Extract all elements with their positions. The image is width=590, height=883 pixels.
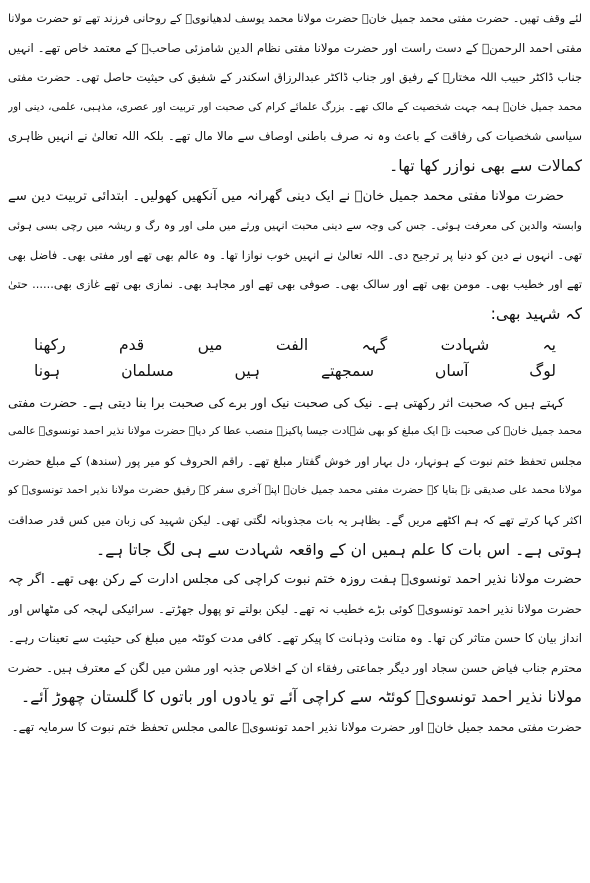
text-line: مولانا نذیر احمد تونسویؒ کوئٹہ سے کراچی آئے تو یادوں اور باتوں کا گلستان چھوڑ آئے۔ xyxy=(20,688,582,707)
text-line: کمالات سے بھی نوازر کھا تھا۔ xyxy=(389,156,582,175)
text-line: حضرت مفتی محمد جمیل خانؒ اور حضرت مولانا نذیر احمد تونسویؒ عالمی مجلس تحفظ ختم نبوت کا سرمایہ تھے۔ xyxy=(11,720,582,735)
verse-word: ہونا xyxy=(34,361,61,380)
paragraph-5 xyxy=(8,713,582,743)
verse-word: مسلمان xyxy=(121,361,174,380)
verse-word: ہیں xyxy=(234,361,261,380)
text-line: سیاسی شخصیات کی رفاقت کے باعث وہ نہ صرف باطنی اوصاف سے مالا مال تھے۔ بلکہ اللہ تعالیٰ نے انہیں ظاہری xyxy=(8,129,582,144)
text-line: مولانا محمد علی صدیقی نے بتایا کہ حضرت مفتی محمد جمیل خانؒ اپنے آخری سفر کے رفیق حضرت مولانا نذیر احمد تونسویؒ کو xyxy=(8,484,582,497)
text-line: انداز بیان کا حسن متاثر کن تھا۔ وہ متانت وذہانت کا پیکر تھے۔ کافی مدت کوئٹہ میں مبلغ کی حیثیت سے تعینات رہے۔ xyxy=(8,631,582,646)
verse-word: قدم xyxy=(118,335,145,354)
text-line: ہوتی ہے۔ اس بات کا علم ہمیں ان کے واقعہ شہادت سے ہی لگ جاتا ہے۔ xyxy=(95,540,582,559)
text-line: محمد جمیل خانؒ کی صحبت نے ایک مبلغ کو بھی شہادت جیسا پاکیزہ منصب عطا کر دیا۔ حضرت مولانا نذیر احمد تونسویؒ عالمی xyxy=(8,425,582,438)
paragraph-4 xyxy=(8,565,582,713)
text-line: مجلس تحفظ ختم نبوت کے ہونہار، دل بہار اور خوش گفتار مبلغ تھے۔ راقم الحروف کو میر پور (سندھ) کے مبلغ حضرت xyxy=(8,453,582,468)
text-line: تھی۔ انہوں نے دین کو دنیا پر ترجیح دی۔ اللہ تعالیٰ نے انہیں خوب نوازا تھا۔ وہ عالم بھی تھے اور مفتی بھی۔ فاضل بھی xyxy=(8,247,582,262)
paragraph-2 xyxy=(8,182,582,330)
paragraph-3 xyxy=(8,388,582,566)
poetry-couplet xyxy=(8,332,582,384)
text-line: لئے وقف تھیں۔ حضرت مفتی محمد جمیل خانؒ حضرت مولانا محمد یوسف لدھیانویؒ کے روحانی فرزند تھے تو حضرت مولانا xyxy=(8,12,582,25)
text-line: کہ شہید بھی: xyxy=(490,304,582,323)
text-line: حضرت مولانا مفتی محمد جمیل خانؒ نے ایک دینی گھرانہ میں آنکھیں کھولیں۔ ابتدائی تربیت دین سے xyxy=(8,188,564,204)
text-line: اکثر کہا کرتے تھے کہ ہم اکٹھے مریں گے۔ بظاہر یہ بات مجذوبانہ لگتی تھی۔ لیکن شہید کی زبان میں کس قدر صداقت xyxy=(8,512,582,527)
verse-line-1 xyxy=(34,332,556,358)
verse-word: لوگ xyxy=(529,361,556,380)
text-line: مفتی احمد الرحمنؒ کے دست راست اور حضرت مولانا مفتی نظام الدین شامزئی صاحبؒ کے معتمد خاص تھے۔ انہیں xyxy=(8,40,582,55)
verse-word: رکھنا xyxy=(34,335,66,354)
verse-word: الفت xyxy=(275,335,309,354)
text-line: حضرت مولانا نذیر احمد تونسویؒ کوئی بڑے خطیب نہ تھے۔ لیکن بولتے تو پھول جھڑتے۔ سرائیکی لہجہ کی مٹھاس اور xyxy=(8,601,582,616)
verse-word: یہ xyxy=(542,335,556,354)
verse-word: آساں xyxy=(434,361,469,380)
verse-word: میں xyxy=(197,335,223,354)
verse-word: سمجھتے xyxy=(320,361,375,380)
paragraph-1 xyxy=(8,4,582,182)
verse-line-2 xyxy=(34,358,556,384)
text-line: محترم جناب فیاض حسن سجاد اور دیگر جماعتی رفقاء ان کے اخلاص جذبہ اور مشن میں لگن کے معترف ہیں۔ حضرت xyxy=(8,660,582,675)
text-line: حضرت مولانا نذیر احمد تونسویؒ ہفت روزہ ختم نبوت کراچی کی مجلس ادارت کے رکن بھی تھے۔ اگر چہ xyxy=(8,572,582,588)
text-line: محمد جمیل خانؒ ہمہ جہت شخصیت کے مالک تھے۔ بزرگ علمائے کرام کی صحبت اور تربیت اور عصری، مذہبی، علمی، دینی اور xyxy=(8,100,582,113)
text-line: کہتے ہیں کہ صحبت اثر رکھتی ہے۔ نیک کی صحبت نیک اور برے کی صحبت برا بنا دیتی ہے۔ حضرت مفتی xyxy=(8,394,564,410)
verse-word: شہادت xyxy=(440,335,490,354)
text-line: تھے اور خطیب بھی۔ مومن بھی تھے اور سالک بھی۔ صوفی بھی تھے اور مجاہد بھی۔ نمازی بھی تھے غازی بھی...... حتیٰ xyxy=(8,277,582,292)
verse-word: گہہ xyxy=(361,335,388,354)
text-line: جناب ڈاکٹر حبیب اللہ مختارؒ کے رفیق اور جناب ڈاکٹر عبدالرزاق اسکندر کے شفیق کی حیثیت حاصل تھی۔ حضرت مفتی xyxy=(8,70,582,85)
text-line: وابستہ والدین کی معرفت ہوئی۔ جس کی وجہ سے دینی محبت انہیں ورثے میں ملی اور وہ رگ و ریشہ میں رچی بسی ہوئی xyxy=(8,219,582,233)
